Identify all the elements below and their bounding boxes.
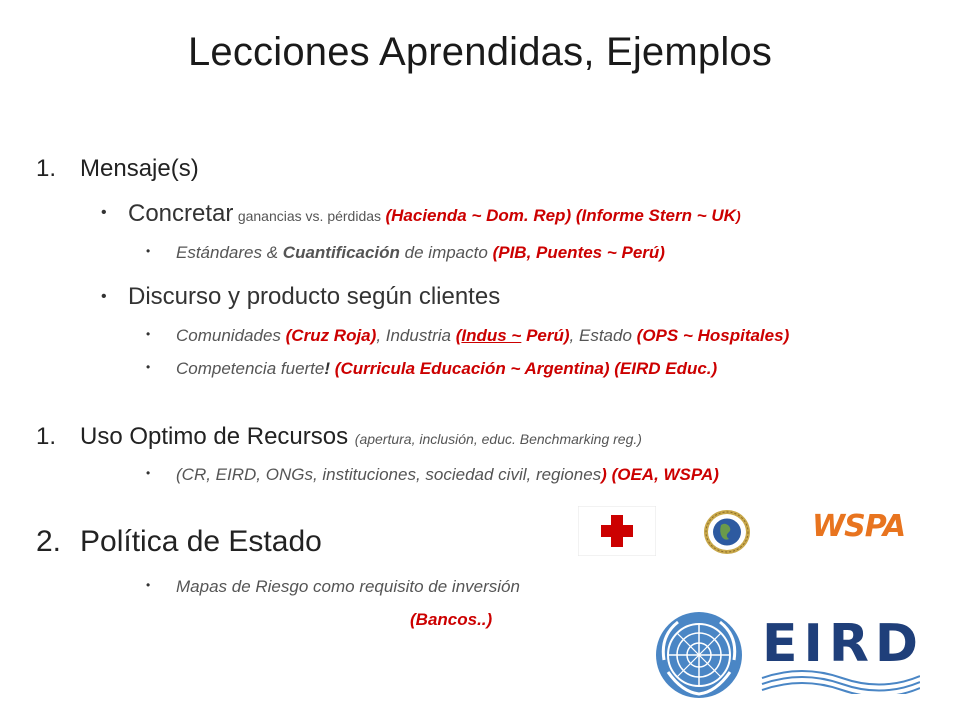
bullet-refs-end: ) [735, 208, 741, 224]
banks-text: (Bancos..) [410, 610, 493, 629]
bullet-dot: • [101, 204, 107, 221]
text-refs: (PIB, Puentes ~ Perú) [492, 243, 665, 262]
list-label: Política de Estado [80, 525, 322, 558]
text-refs: (Curricula Educación ~ Argentina) (EIRD Educ.) [334, 359, 718, 378]
bullet-concretar [128, 200, 741, 228]
list-note: (apertura, inclusión, educ. Benchmarking reg.) [354, 431, 642, 447]
bullet-discurso: Discurso y producto según clientes [128, 283, 501, 310]
text-a: Competencia fuerte [176, 359, 325, 378]
ref-cruz-roja: (Cruz Roja) [285, 326, 377, 345]
subbullet-competencia [176, 359, 717, 379]
page-title: Lecciones Aprendidas, Ejemplos [187, 30, 773, 74]
bullet-rest: ganancias vs. pérdidas [237, 208, 382, 224]
text-a: Mapas de Riesgo como requisito de inversión [176, 577, 520, 596]
bullet-dot: • [146, 244, 151, 258]
red-cross-horizontal [601, 525, 633, 537]
list-item-politica [36, 525, 322, 559]
list-number: 1. [36, 423, 57, 450]
eird-logo [758, 614, 925, 694]
list-number: 2. [36, 525, 62, 558]
un-emblem-logo [654, 610, 744, 700]
list-label: Uso Optimo de Recursos [80, 423, 349, 450]
subbullet-recursos [176, 465, 719, 485]
oea-seal-logo [702, 508, 752, 556]
list-item-uso-optimo [36, 423, 642, 451]
text-b: Cuantificación [282, 243, 400, 262]
text-bang: ! [324, 359, 331, 378]
subbullet-estandares [176, 243, 665, 263]
list-label: Mensaje(s) [80, 155, 199, 182]
text-c: de impacto [404, 243, 488, 262]
text-a: Estándares & [176, 243, 279, 262]
subbullet-mapas [176, 577, 520, 597]
ref-ops: (OPS ~ Hospitales) [636, 326, 790, 345]
bullet-dot: • [146, 578, 151, 592]
text-b: ) [601, 465, 607, 484]
bullet-refs: (Hacienda ~ Dom. Rep) (Informe Stern ~ UK [385, 206, 736, 225]
bullet-dot: • [146, 327, 151, 341]
bullet-dot: • [146, 360, 151, 374]
ref-indus: (Indus ~ Perú) [455, 326, 570, 345]
text-a: Comunidades [176, 326, 281, 345]
subbullet-comunidades [176, 326, 789, 346]
text-refs: (OEA, WSPA) [611, 465, 719, 484]
eird-logo-text: EIRD [762, 614, 925, 674]
bullet-dot: • [101, 288, 107, 305]
bullet-lead: Concretar [128, 200, 234, 227]
bullet-dot: • [146, 466, 151, 480]
list-item-mensajes [36, 155, 199, 183]
text-c: , Estado [569, 326, 632, 345]
wspa-logo: WSPA [812, 509, 906, 544]
red-cross-logo [578, 506, 656, 556]
text-a: (CR, EIRD, ONGs, instituciones, sociedad civil, regiones [176, 465, 602, 484]
text-b: , Industria [376, 326, 451, 345]
list-number: 1. [36, 155, 57, 182]
